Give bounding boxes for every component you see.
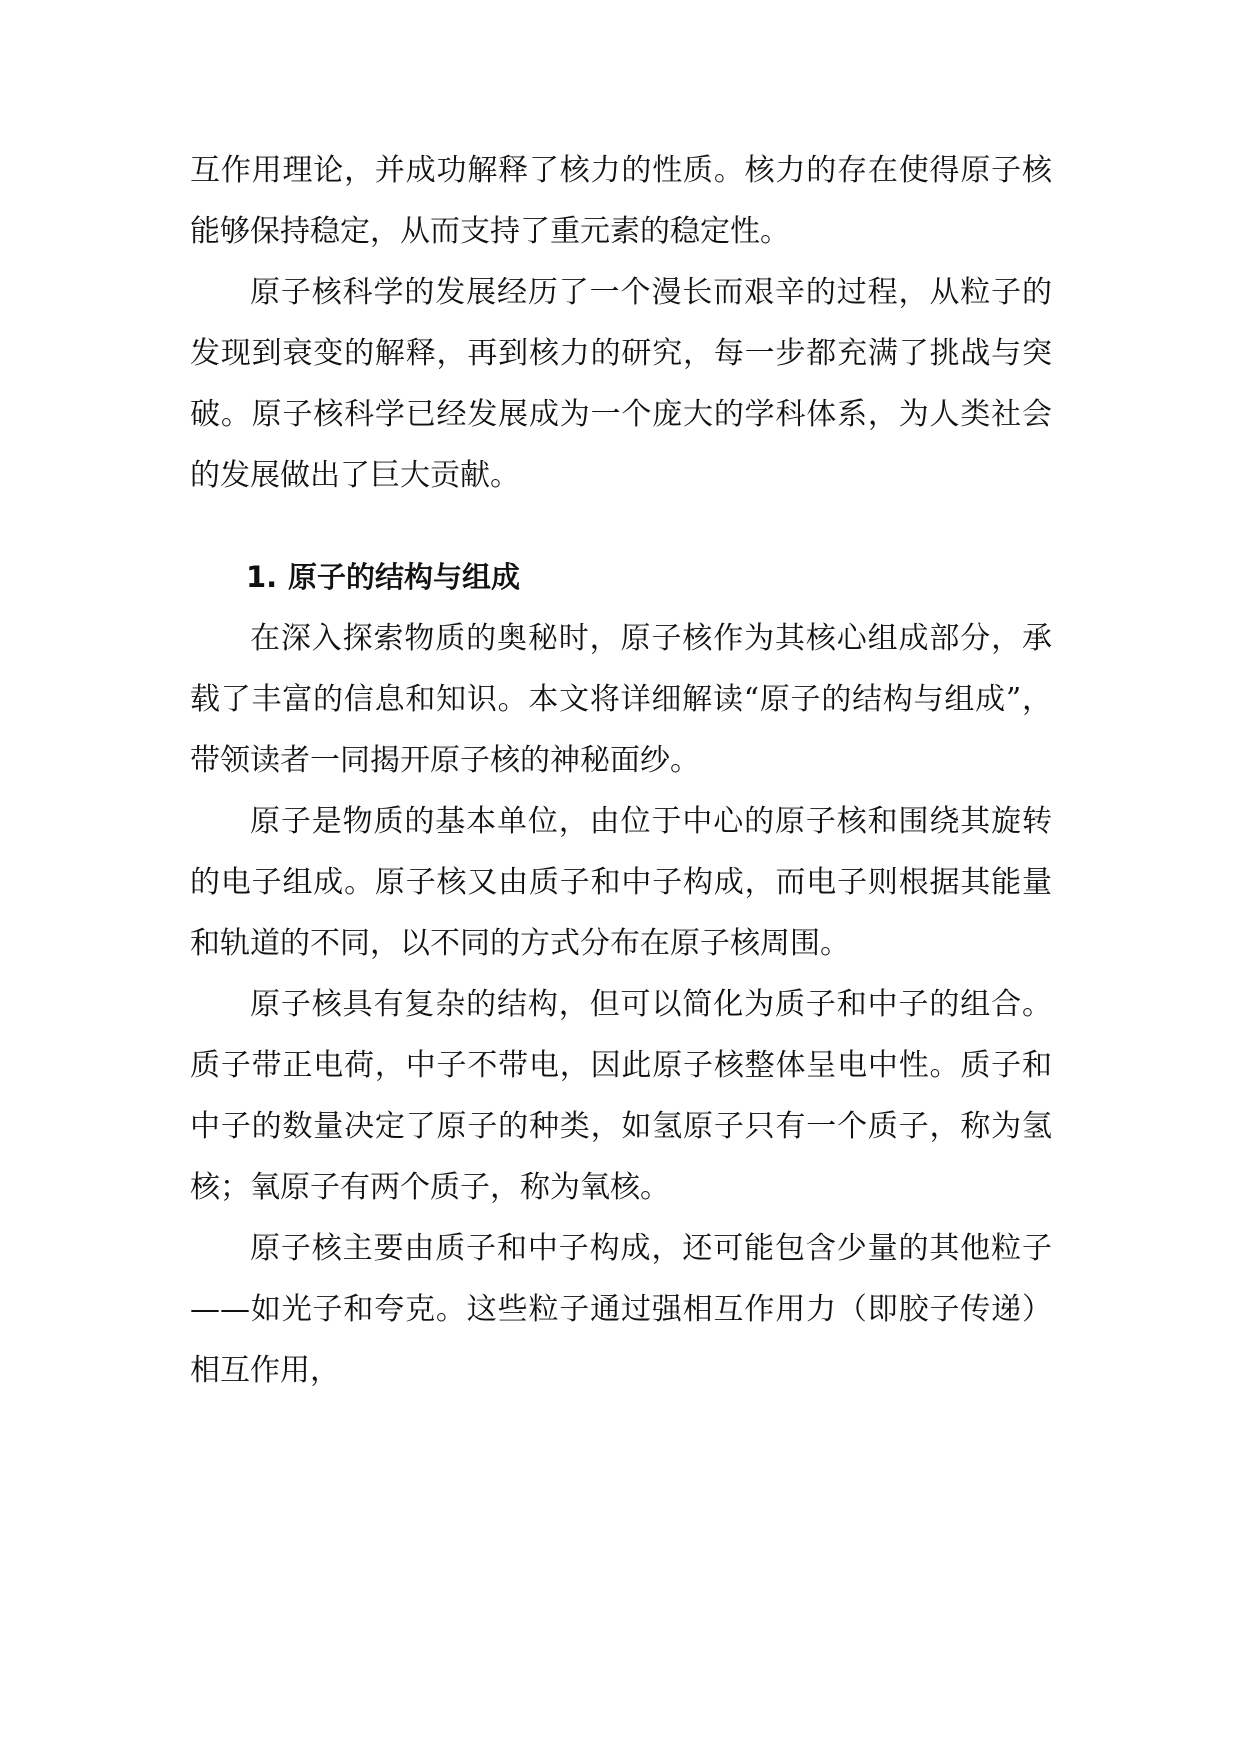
paragraph-nucleus-structure: 原子核具有复杂的结构，但可以简化为质子和中子的组合。质子带正电荷，中子不带电，因此原子核整体呈电中性。质子和中子的数量决定了原子的种类，如氢原子只有一个质子，称为氢核；氧原子有两个质子，称为氧核。 [190,987,1052,1205]
section-heading [190,547,1052,608]
document-page [190,140,1052,1401]
section-number: 1. [246,560,278,594]
paragraph-continuation: 互作用理论，并成功解释了核力的性质。核力的存在使得原子核能够保持稳定，从而支持了重元素的稳定性。 [190,153,1052,249]
section-title: 原子的结构与组成 [288,560,521,594]
paragraph-intro: 在深入探索物质的奥秘时，原子核作为其核心组成部分，承载了丰富的信息和知识。本文将详细解读“原子的结构与组成”，带领读者一同揭开原子核的神秘面纱。 [190,621,1052,778]
paragraph-atom-basics: 原子是物质的基本单位，由位于中心的原子核和围绕其旋转的电子组成。原子核又由质子和中子构成，而电子则根据其能量和轨道的不同，以不同的方式分布在原子核周围。 [190,804,1052,961]
paragraph-nuclear-science-history: 原子核科学的发展经历了一个漫长而艰辛的过程，从粒子的发现到衰变的解释，再到核力的研究，每一步都充满了挑战与突破。原子核科学已经发展成为一个庞大的学科体系，为人类社会的发展做出了巨大贡献。 [190,275,1052,493]
paragraph-nucleus-particles: 原子核主要由质子和中子构成，还可能包含少量的其他粒子——如光子和夸克。这些粒子通过强相互作用力（即胶子传递）相互作用， [190,1231,1052,1388]
